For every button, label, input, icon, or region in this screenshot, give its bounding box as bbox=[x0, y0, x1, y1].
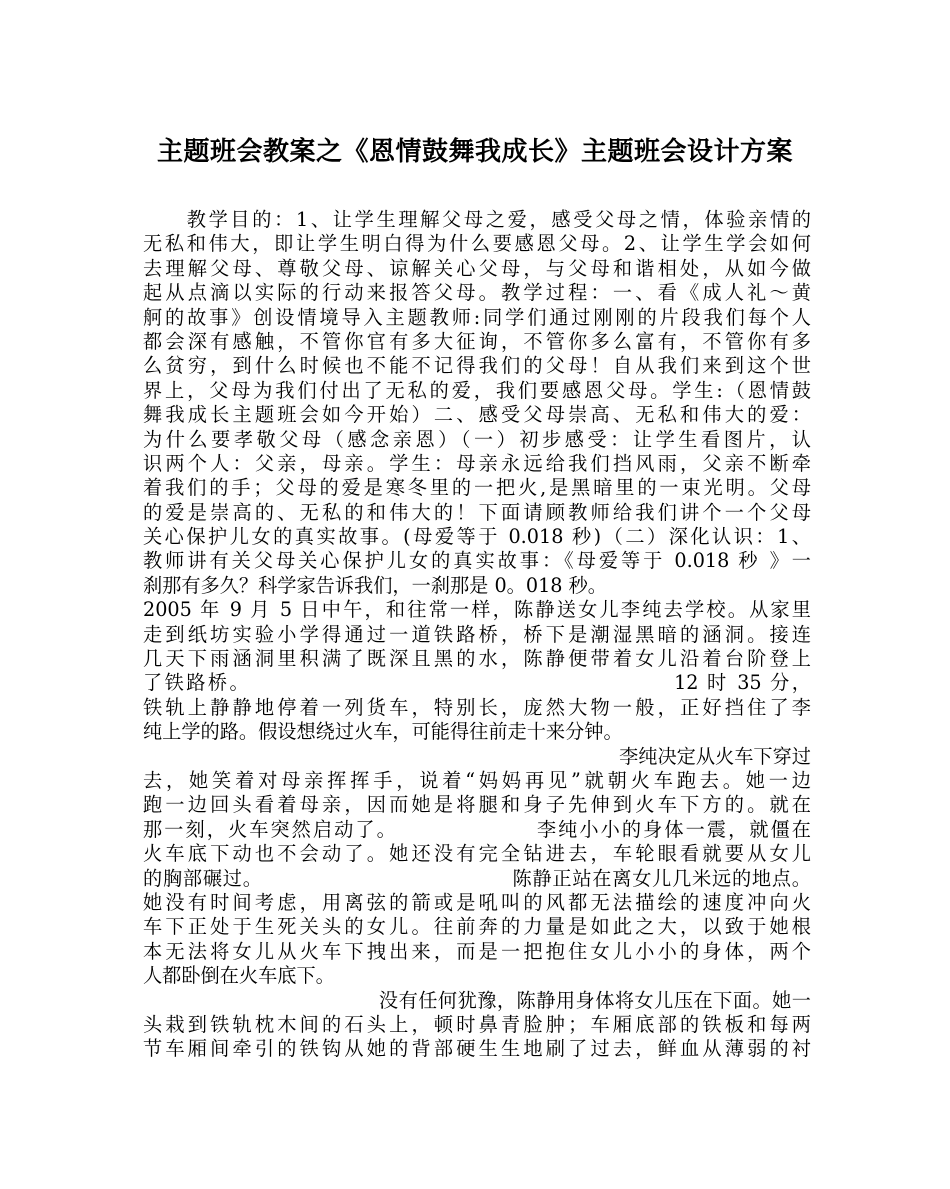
body-line: 教学目的：1、让学生理解父母之爱，感受父母之情，体验亲情的 bbox=[143, 208, 811, 231]
body-line: 2005 年 9 月 5 日中午，和往常一样，陈静送女儿李纯去学校。从家里 bbox=[143, 598, 811, 622]
body-line: 关心保护儿女的真实故事。(母爱等于 0.018 秒)（二）深化认识：1、 bbox=[143, 525, 811, 549]
body-line: 几天下雨涵洞里积满了既深且黑的水，陈静便带着女儿沿着台阶登上 bbox=[143, 647, 811, 671]
document-title: 主题班会教案之《恩情鼓舞我成长》主题班会设计方案 bbox=[156, 137, 793, 167]
body-line: 车下正处于生死关头的女儿。往前奔的力量是如此之大，以致于她根 bbox=[143, 915, 811, 939]
body-line: 舞我成长主题班会如今开始）二、感受父母崇高、无私和伟大的爱： bbox=[143, 403, 811, 427]
body-line: 界上，父母为我们付出了无私的爱，我们要感恩父母。学生:（恩情鼓 bbox=[143, 378, 811, 402]
body-line: 舸的故事》创设情境导入主题教师:同学们通过刚刚的片段我们每个人 bbox=[143, 305, 811, 329]
body-line: 的爱是崇高的、无私的和伟大的！下面请顾教师给我们讲个一个父母 bbox=[143, 500, 811, 524]
body-line: 她没有时间考虑，用离弦的箭或是吼叫的风都无法描绘的速度冲向火 bbox=[143, 890, 811, 914]
body-line: 无私和伟大，即让学生明白得为什么要感恩父母。2、让学生学会如何 bbox=[143, 232, 811, 256]
body-line: 跑一边回头看着母亲，因而她是将腿和身子先伸到火车下方的。就在 bbox=[143, 793, 811, 817]
body-line: 走到纸坊实验小学得通过一道铁路桥，桥下是潮湿黑暗的涵洞。接连 bbox=[143, 622, 811, 646]
body-line: 节车厢间牵引的铁钩从她的背部硬生生地刷了过去，鲜血从薄弱的衬 bbox=[143, 1037, 811, 1061]
body-line: 本无法将女儿从火车下拽出来，而是一把抱住女儿小小的身体，两个 bbox=[143, 939, 811, 963]
body-line: 火车底下动也不会动了。她还没有完全钻进去，车轮眼看就要从女儿 bbox=[143, 842, 811, 866]
body-line: 人都卧倒在火车底下。 bbox=[143, 964, 335, 988]
body-line: 刹那有多久？科学家告诉我们，一刹那是 0。018 秒。 bbox=[143, 573, 607, 597]
body-line: 起从点滴以实际的行动来报答父母。教学过程：一、看《成人礼～黄 bbox=[143, 281, 811, 305]
body-line: 么贫穷，到什么时候也不能不记得我们的父母！自从我们来到这个世 bbox=[143, 354, 811, 378]
body-line: 去，她笑着对母亲挥挥手，说着“妈妈再见”就朝火车跑去。她一边 bbox=[143, 768, 811, 792]
body-line: 去理解父母、尊敬父母、谅解关心父母，与父母和谐相处，从如今做 bbox=[143, 256, 811, 280]
body-line: 头栽到铁轨枕木间的石头上，顿时鼻青脸肿；车厢底部的铁板和每两 bbox=[143, 1012, 811, 1036]
body-line: 李纯决定从火车下穿过 bbox=[197, 744, 811, 768]
body-line: 没有任何犹豫，陈静用身体将女儿压在下面。她一 bbox=[143, 988, 811, 1012]
body-line: 铁轨上静静地停着一列货车，特别长，庞然大物一般，正好挡住了李 bbox=[143, 695, 811, 719]
body-line: 的胸部碾过。 陈静正站在离女儿几米远的地点。 bbox=[143, 866, 811, 890]
body-line: 教师讲有关父母关心保护儿女的真实故事：《母爱等于 0.018 秒 》一 bbox=[143, 549, 811, 573]
body-line: 着我们的手；父母的爱是寒冬里的一把火,是黑暗里的一束光明。父母 bbox=[143, 476, 811, 500]
body-line: 纯上学的路。假设想绕过火车，可能得往前走十来分钟。 bbox=[143, 720, 623, 744]
document-body bbox=[143, 208, 811, 1062]
body-line: 识两个人：父亲，母亲。学生：母亲永远给我们挡风雨，父亲不断牵 bbox=[143, 451, 811, 475]
body-line: 都会深有感触，不管你官有多大征询，不管你多么富有，不管你有多 bbox=[143, 329, 811, 353]
body-line: 为什么要孝敬父母（感念亲恩）（一）初步感受：让学生看图片，认 bbox=[143, 427, 811, 451]
body-line: 那一刻，火车突然启动了。 李纯小小的身体一震，就僵在 bbox=[143, 817, 811, 841]
body-line: 了铁路桥。 12 时 35 分， bbox=[143, 671, 811, 695]
